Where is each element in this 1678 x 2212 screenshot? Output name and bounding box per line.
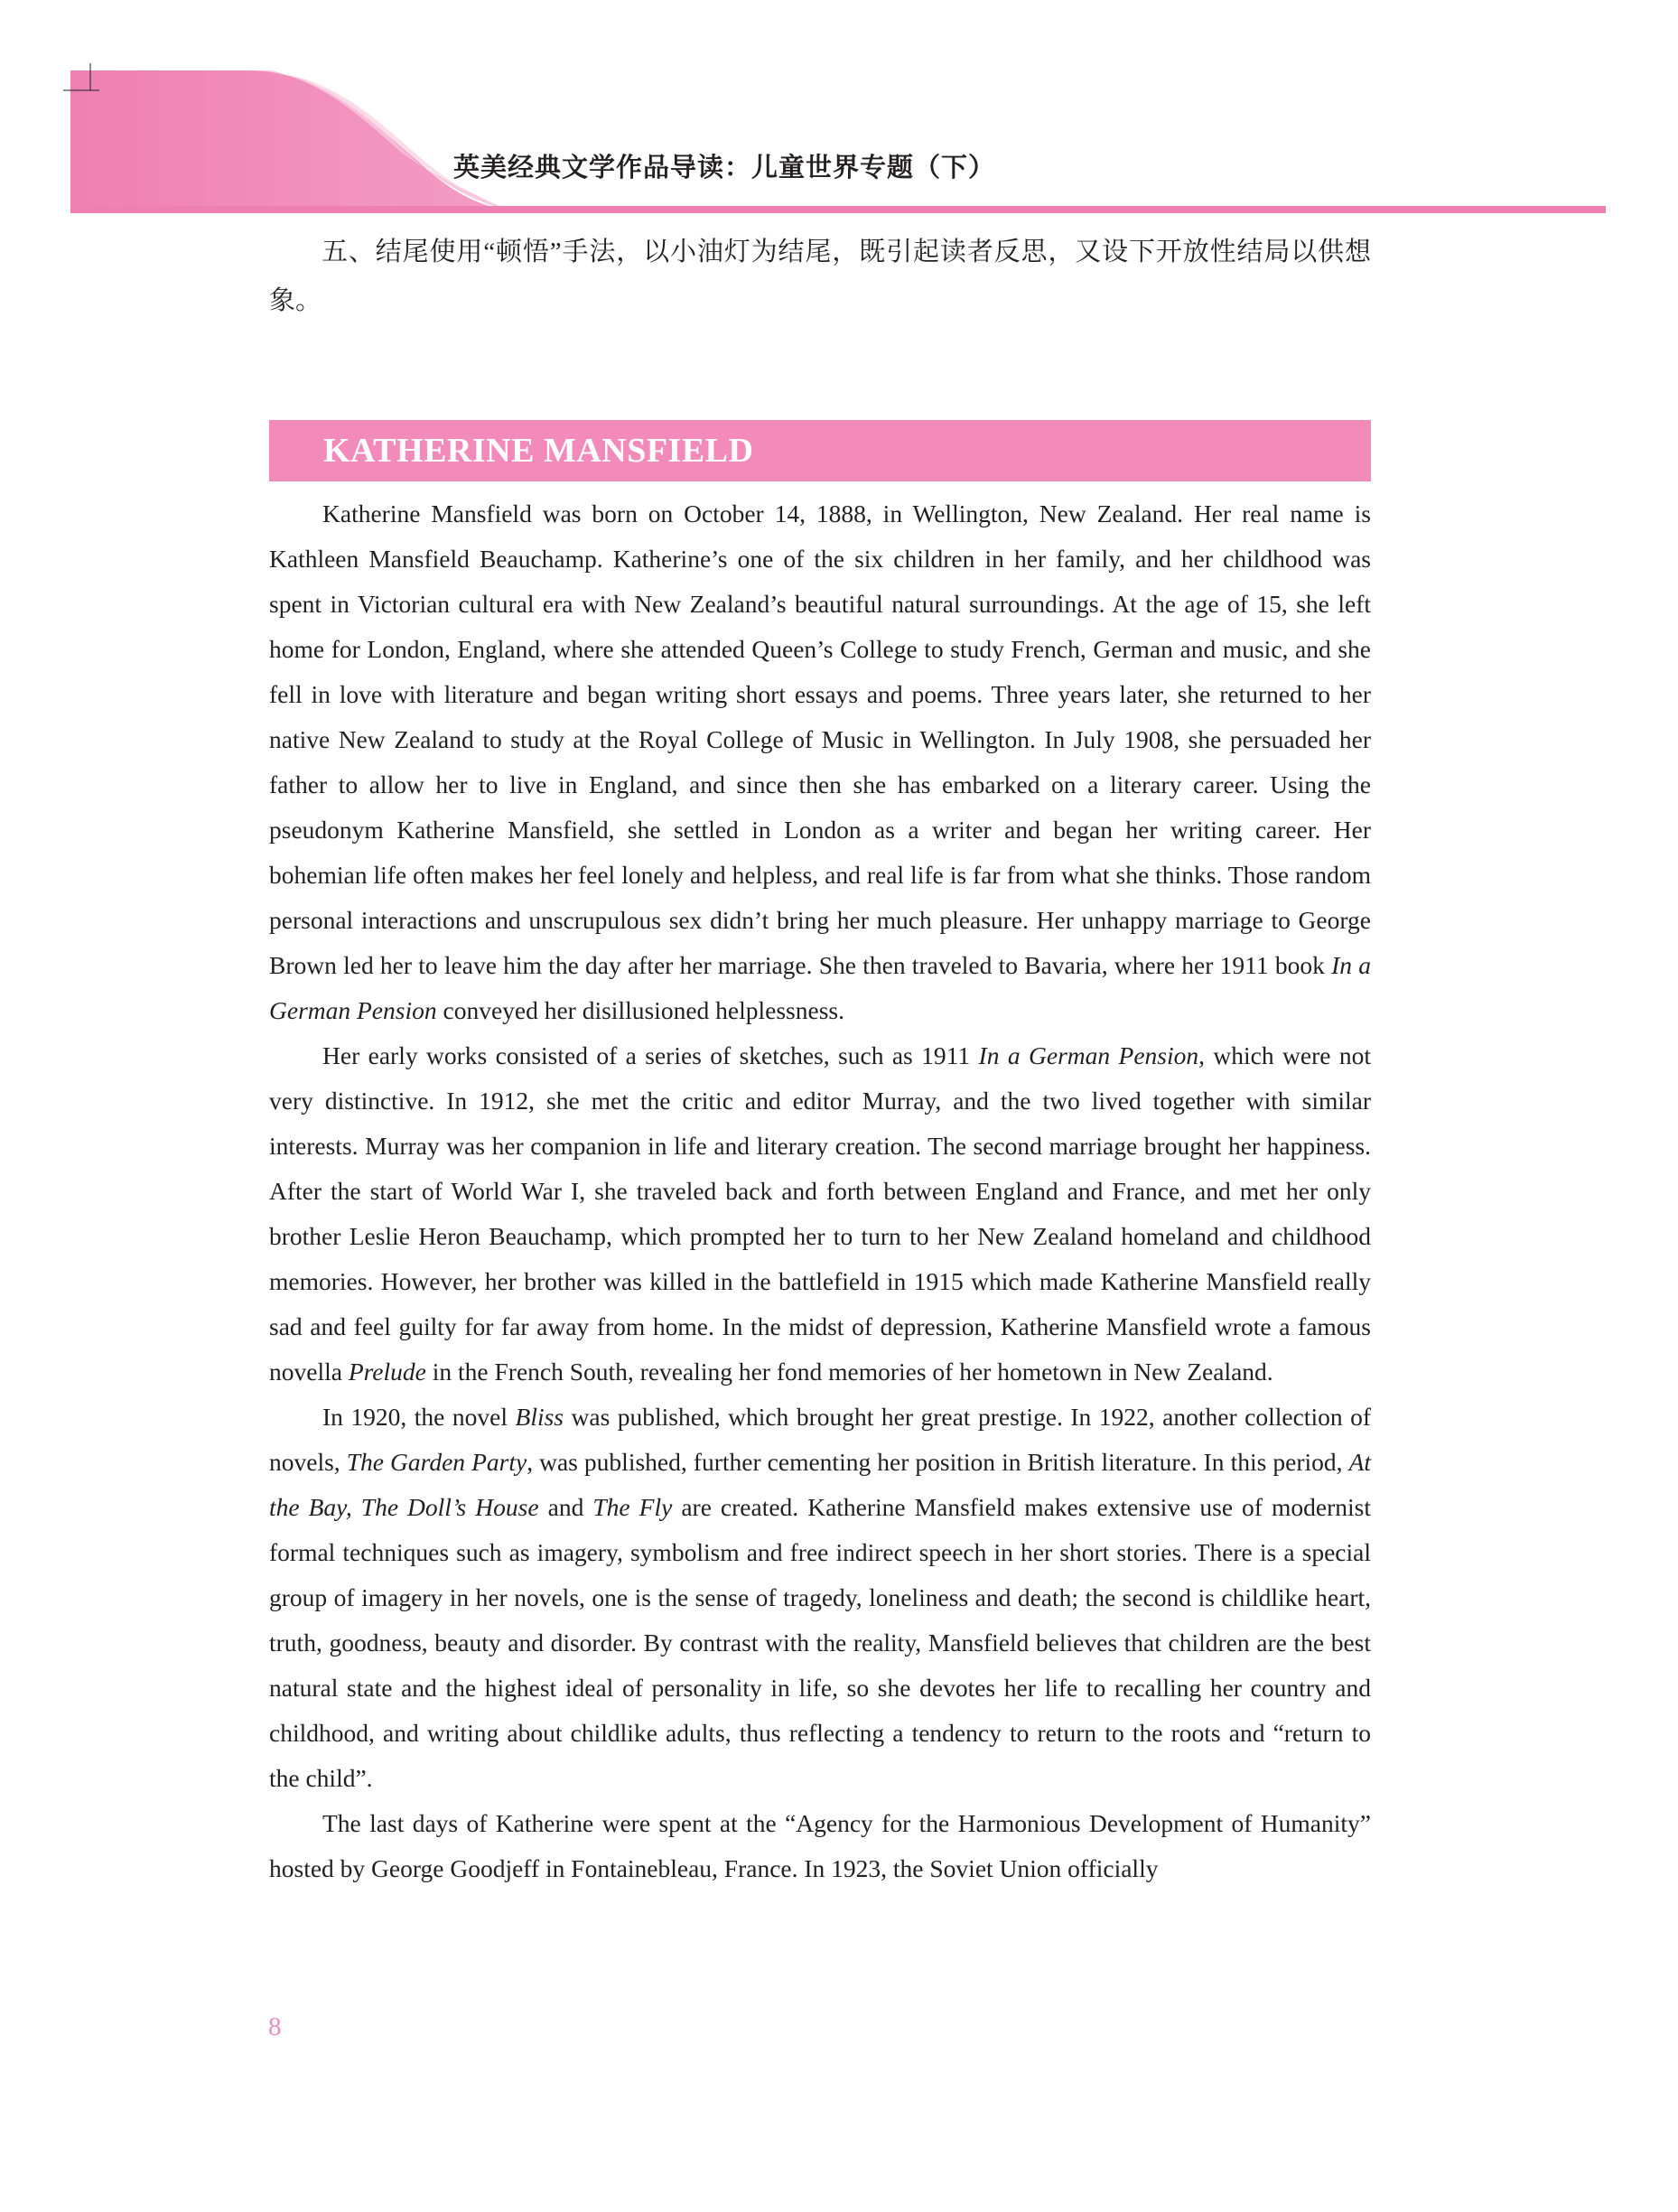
text-run: conveyed her disillusioned helplessness.	[436, 996, 844, 1024]
text-run: in the French South, revealing her fond memories of her hometown in New Zealand.	[425, 1358, 1273, 1386]
intro-paragraph: 五、结尾使用“顿悟”手法，以小油灯为结尾，既引起读者反思，又设下开放性结局以供想象。	[269, 238, 1371, 315]
book-title-italic: In a German Pension	[269, 951, 1371, 1024]
text-run: are created. Katherine Mansfield makes extensive use of modernist formal techniques such as imagery, symbolism and free indirect speech in her short stories. There is a special group of imagery in her novels, one is the sense of tragedy, loneliness and death; the second is childlike heart, truth, goodness, beauty and disorder. By contrast with the reality, Mansfield believes that children are the best natural state and the highest ideal of personality in life, so she devotes her life to recalling her country and childhood, and writing about childlike adults, thus reflecting a tendency to return to the roots and “return to the child”.	[269, 1493, 1371, 1792]
text-run: and	[538, 1493, 593, 1521]
body-paragraph	[269, 491, 1371, 1033]
section-title: KATHERINE MANSFIELD	[323, 432, 754, 470]
book-title-italic: Bliss	[515, 1403, 564, 1431]
text-run: , which were not very distinctive. In 1912, she met the critic and editor Murray, and the two lived together with similar interests. Murray was her companion in life and literary creation. The second marriage brought her happiness. After the start of World War I, she traveled back and forth between England and France, and met her only brother Leslie Heron Beauchamp, which prompted her to turn to her New Zealand homeland and childhood memories. However, her brother was killed in the battlefield in 1915 which made Katherine Mansfield really sad and feel guilty for far away from home. In the midst of depression, Katherine Mansfield wrote a famous novella	[269, 1041, 1371, 1386]
body-text	[269, 491, 1371, 1891]
text-run: , was published, further cementing her position in British literature. In this period,	[527, 1448, 1349, 1476]
text-run: Katherine Mansfield was born on October 14, 1888, in Wellington, New Zealand. Her real name is Kathleen Mansfield Beauchamp. Katherine’s one of the six children in her family, and her childhood was spent in Victorian cultural era with New Zealand’s beautiful natural surroundings. At the age of 15, she left home for London, England, where she attended Queen’s College to study French, German and music, and she fell in love with literature and began writing short essays and poems. Three years later, she returned to her native New Zealand to study at the Royal College of Music in Wellington. In July 1908, she persuaded her father to allow her to live in England, and since then she has embarked on a literary career. Using the pseudonym Katherine Mansfield, she settled in London as a writer and began her writing career. Her bohemian life often makes her feel lonely and helpless, and real life is far from what she thinks. Those random personal interactions and unscrupulous sex didn’t bring her much pleasure. Her unhappy marriage to George Brown led her to leave him the day after her marriage. She then traveled to Bavaria, where her 1911 book	[269, 499, 1371, 979]
book-title-italic: The Fly	[592, 1493, 673, 1521]
body-paragraph	[269, 1033, 1371, 1395]
text-run: Her early works consisted of a series of sketches, such as 1911	[322, 1041, 979, 1069]
header-wave-graphic	[0, 0, 1678, 217]
book-title-italic: Prelude	[348, 1358, 426, 1386]
book-title-italic: The Garden Party	[346, 1448, 527, 1476]
header-decoration	[0, 0, 1678, 217]
text-run: The last days of Katherine were spent at the “Agency for the Harmonious Development of Humanity” hosted by George Goodjeff in Fontainebleau, France. In 1923, the Soviet Union officially	[269, 1809, 1371, 1882]
body-paragraph	[269, 1801, 1371, 1891]
section-heading-bar	[269, 420, 1371, 481]
header-rule	[70, 206, 1606, 213]
running-header-title: 英美经典文学作品导读：儿童世界专题（下）	[453, 154, 996, 182]
text-run: was published, which brought her great prestige. In 1922, another collection of novels,	[269, 1403, 1371, 1476]
book-title-italic: In a German Pension	[978, 1041, 1199, 1069]
book-title-italic: At the Bay, The Doll’s House	[269, 1448, 1372, 1521]
text-run: In 1920, the novel	[322, 1403, 516, 1431]
body-paragraph	[269, 1395, 1371, 1801]
header-pink-block	[70, 70, 506, 210]
page-number: 8	[268, 2012, 282, 2041]
